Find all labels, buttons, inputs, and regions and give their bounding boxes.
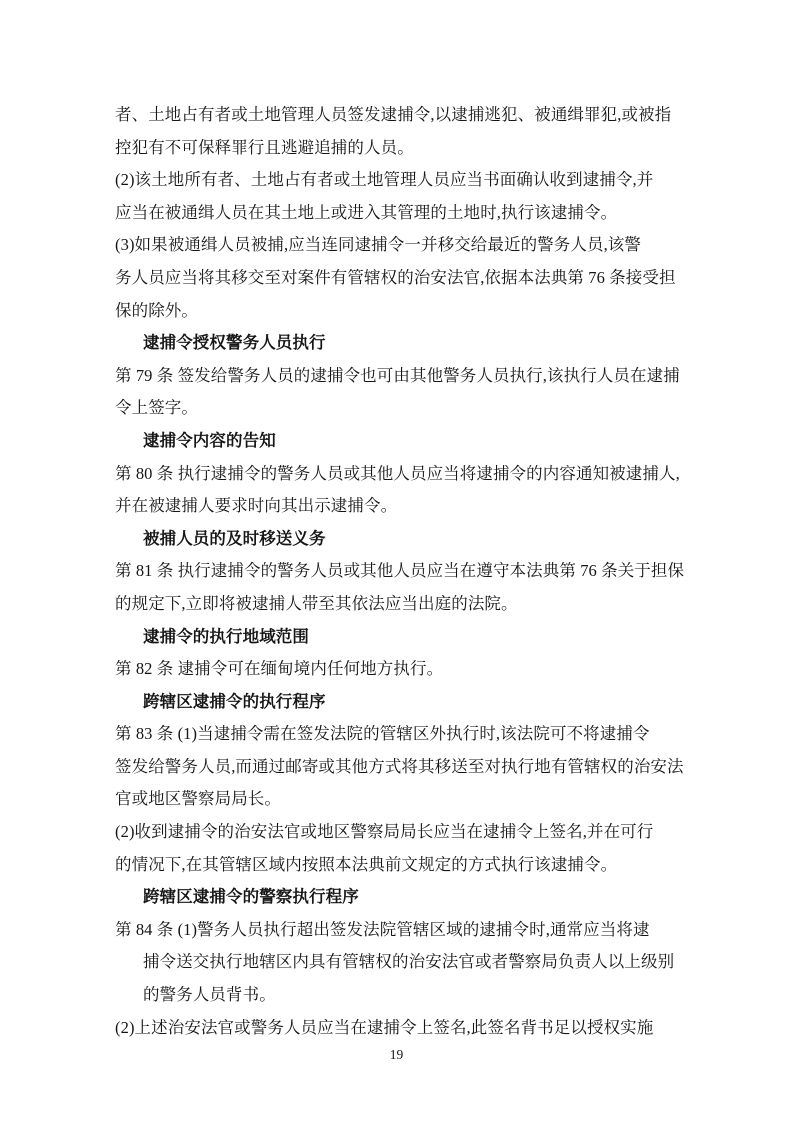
text-line: 令上签字。 [115, 398, 198, 418]
text-line: 逮捕令内容的告知 [143, 430, 276, 450]
text-line: 者、土地占有者或土地管理人员签发逮捕令,以逮捕逃犯、被通缉罪犯,或被指 [115, 105, 672, 124]
text-line: 务人员应当将其移交至对案件有管辖权的治安法官,依据本法典第 76 条接受担 [115, 267, 676, 287]
text-line: 第 83 条 (1)当逮捕令需在签发法院的管辖区外执行时,该法院可不将逮捕令 [115, 724, 650, 744]
text-line: 应当在被通缉人员在其土地上或进入其管理的土地时,执行该逮捕令。 [115, 202, 618, 222]
text-line: 控犯有不可保释罪行且逃避追捕的人员。 [115, 137, 414, 157]
text-line: 跨辖区逮捕令的执行程序 [143, 691, 326, 711]
document-lines [115, 99, 697, 1044]
text-line: 第 82 条 逮捕令可在缅甸境内任何地方执行。 [115, 659, 444, 679]
text-line: 保的除外。 [115, 300, 198, 320]
text-line: 被捕人员的及时移送义务 [143, 528, 326, 548]
text-line: (2)收到逮捕令的治安法官或地区警察局局长应当在逮捕令上签名,并在可行 [115, 822, 654, 842]
text-line: 的情况下,在其管辖区域内按照本法典前文规定的方式执行该逮捕令。 [115, 854, 618, 874]
text-line: (3)如果被通缉人员被捕,应当连同逮捕令一并移交给最近的警务人员,该警 [115, 235, 641, 255]
text-line: 第 79 条 签发给警务人员的逮捕令也可由其他警务人员执行,该执行人员在逮捕 [115, 365, 680, 385]
text-line: 跨辖区逮捕令的警察执行程序 [143, 887, 359, 907]
text-line: 捕令送交执行地辖区内具有管辖权的治安法官或者警察局负责人以上级别 [143, 952, 675, 972]
text-line: 逮捕令的执行地域范围 [143, 626, 309, 646]
text-line: 的警务人员背书。 [143, 985, 276, 1005]
text-line: 第 80 条 执行逮捕令的警务人员或其他人员应当将逮捕令的内容通知被逮捕人, [115, 463, 680, 483]
text-line: (2)上述治安法官或警务人员应当在逮捕令上签名,此签名背书足以授权实施 [115, 1017, 654, 1037]
page-number: 19 [389, 1047, 404, 1062]
text-line: 并在被逮捕人要求时向其出示逮捕令。 [115, 496, 398, 516]
text-line: 官或地区警察局局长。 [115, 789, 281, 809]
text-line: 签发给警务人员,而通过邮寄或其他方式将其移送至对执行地有管辖权的治安法 [115, 756, 684, 776]
text-line: 第 84 条 (1)警务人员执行超出签发法院管辖区域的逮捕令时,通常应当将逮 [115, 919, 650, 939]
text-line: 的规定下,立即将被逮捕人带至其依法应当出庭的法院。 [115, 593, 518, 613]
text-line: (2)该土地所有者、土地占有者或土地管理人员应当书面确认收到逮捕令,并 [115, 170, 654, 190]
text-line: 逮捕令授权警务人员执行 [143, 333, 326, 353]
text-line: 第 81 条 执行逮捕令的警务人员或其他人员应当在遵守本法典第 76 条关于担保 [115, 561, 685, 581]
